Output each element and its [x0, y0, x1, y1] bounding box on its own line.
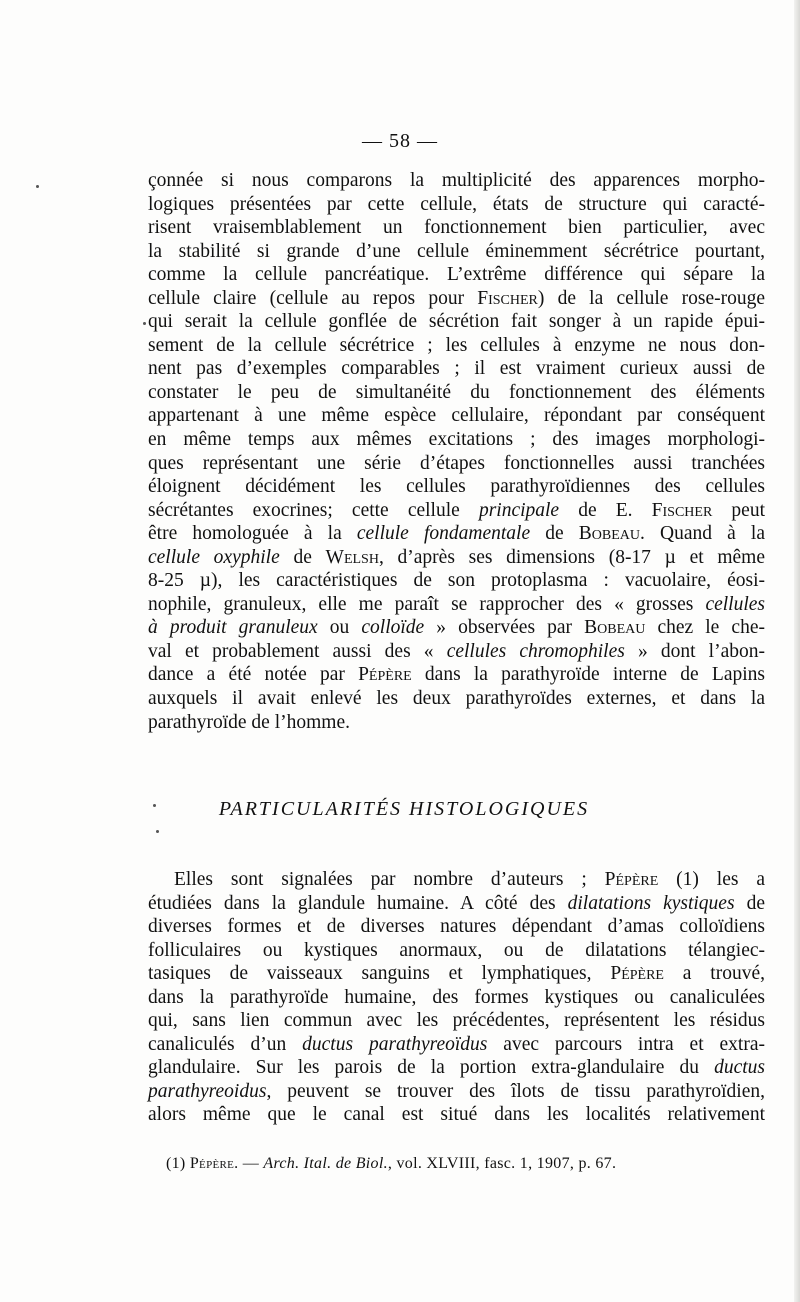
text-line: qui serait la cellule gonflée de sécrétion fait songer à un rapide épui- — [148, 311, 765, 333]
italic-term: cellules — [705, 593, 765, 615]
text-line: alors même que le canal est situé dans les localités relativement — [148, 1104, 765, 1126]
text-line: risent vraisemblablement un fonctionnement bien particulier, avec — [148, 217, 765, 239]
italic-term: dilatations kystiques — [567, 892, 735, 914]
text-line: parathyroïde de l’homme. — [148, 711, 350, 733]
italic-term: cellules chromophiles — [446, 640, 625, 662]
author-name: Bobeau — [578, 523, 641, 545]
author-name: Fischer — [477, 287, 538, 309]
italic-term: principale — [478, 499, 560, 521]
scan-speck — [156, 830, 159, 833]
author-name: Welsh — [325, 546, 379, 568]
paragraph-body — [148, 868, 765, 1127]
italic-term: cellule fondamentale — [356, 523, 531, 545]
italic-term: colloïde — [361, 617, 425, 639]
text-line: sement de la cellule sécrétrice ; les cellules à enzyme ne nous don- — [148, 334, 765, 356]
scan-speck — [153, 804, 156, 807]
text-line: ques représentant une série d’étapes fonctionnelles aussi tranchées — [148, 452, 765, 474]
author-name: Pépère — [604, 869, 659, 890]
text-line: 8-25 µ), les caractéristiques de son protoplasma : vacuolaire, éosi- — [148, 570, 765, 592]
text-line: folliculaires ou kystiques anormaux, ou de dilatations télangiec- — [148, 939, 765, 961]
text-line: éloignent décidément les cellules parathyroïdiennes des cellules — [148, 476, 765, 498]
text-line: cellule oxyphile de Welsh, d’après ses dimensions (8-17 µ et même — [148, 546, 765, 568]
scan-edge — [794, 0, 800, 1302]
italic-term: ductus parathyreoïdus — [302, 1033, 488, 1055]
section-heading: PARTICULARITÉS HISTOLOGIQUES — [218, 798, 590, 820]
text-line: tasiques de vaisseaux sanguins et lymphatiques, Pépère a trouvé, — [148, 963, 765, 985]
italic-term: parathyreoidus — [148, 1080, 267, 1102]
text-line: appartenant à une même espèce cellulaire, répondant par conséquent — [148, 405, 765, 427]
journal-title: Arch. Ital. de Biol. — [263, 1155, 388, 1172]
text-line: étudiées dans la glandule humaine. A côté des dilatations kystiques de — [148, 892, 766, 914]
text-line: logiques présentées par cette cellule, états de structure qui caracté- — [148, 193, 765, 215]
page-number: — 58 — — [362, 130, 438, 152]
author-name: Fischer — [651, 499, 713, 521]
footnote: (1) Pépère. — Arch. Ital. de Biol., vol. XLVIII, fasc. 1, 1907, p. 67. — [166, 1155, 617, 1172]
italic-term: à produit granuleux — [148, 617, 318, 639]
text-line: constater le peu de simultanéité du fonctionnement des éléments — [148, 381, 765, 403]
text-line: comme la cellule pancréatique. L’extrême différence qui sépare la — [148, 264, 765, 286]
text-line: nophile, granuleux, elle me paraît se rapprocher des « grosses cellules — [148, 593, 765, 615]
text-line: sécrétantes exocrines; cette cellule principale de E. Fischer peut — [148, 499, 765, 521]
text-line: nent pas d’exemples comparables ; il est vraiment curieux aussi de — [148, 358, 765, 380]
text-line: Elles sont signalées par nombre d’auteurs ; Pépère (1) les a — [174, 869, 765, 890]
text-line: parathyreoidus, peuvent se trouver des îlots de tissu parathyroïdien, — [148, 1080, 765, 1102]
text-line: çonnée si nous comparons la multiplicité des apparences morpho- — [148, 170, 765, 191]
paragraph-continuation — [148, 169, 765, 734]
text-line: dans la parathyroïde humaine, des formes kystiques ou canaliculées — [148, 986, 765, 1008]
text-line: auxquels il avait enlevé les deux parathyroïdes externes, et dans la — [148, 688, 765, 710]
text-line: à produit granuleux ou colloïde » observées par Bobeau chez le che- — [148, 617, 765, 639]
text-line: diverses formes et de diverses natures dépendant d’amas colloïdiens — [148, 916, 765, 938]
text-line: être homologuée à la cellule fondamentale de Bobeau. Quand à la — [148, 523, 765, 545]
text-line: la stabilité si grande d’une cellule éminemment sécrétrice pourtant, — [148, 240, 765, 262]
text-line: cellule claire (cellule au repos pour Fischer) de la cellule rose-rouge — [148, 287, 765, 309]
author-name: Pépère — [610, 963, 664, 985]
text-line: glandulaire. Sur les parois de la portion extra-glandulaire du ductus — [148, 1057, 765, 1079]
text-line: dance a été notée par Pépère dans la parathyroïde interne de Lapins — [148, 664, 765, 686]
scan-speck — [143, 322, 146, 325]
author-name: Pépère — [358, 664, 412, 686]
text-line: qui, sans lien commun avec les précédentes, représentent les résidus — [148, 1010, 765, 1032]
text-line: val et probablement aussi des « cellules chromophiles » dont l’abon- — [148, 640, 765, 662]
italic-term: cellule oxyphile — [148, 546, 280, 568]
author-name: Pépère — [189, 1155, 235, 1172]
text-line: canaliculés d’un ductus parathyreoïdus avec parcours intra et extra- — [148, 1033, 765, 1055]
scan-speck — [36, 185, 39, 188]
author-name: Bobeau — [584, 617, 646, 639]
text-line: en même temps aux mêmes excitations ; des images morphologi- — [148, 429, 765, 451]
italic-term: ductus — [714, 1057, 765, 1079]
